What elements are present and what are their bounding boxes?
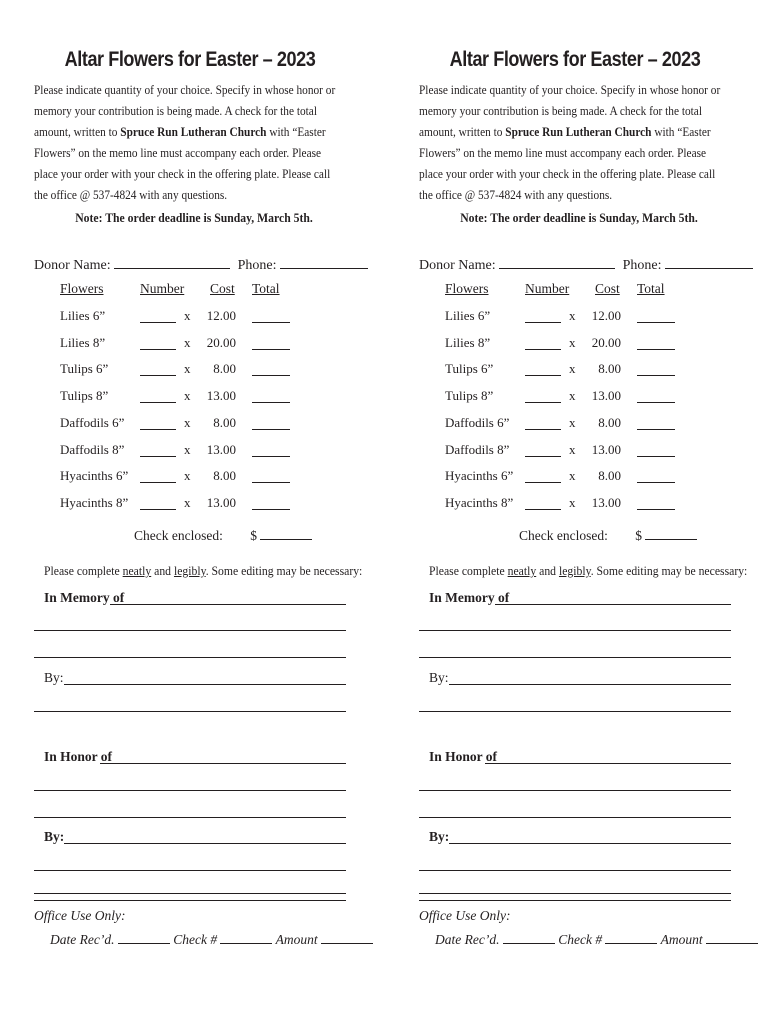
number-field[interactable]	[140, 402, 176, 403]
number-field[interactable]	[525, 402, 561, 403]
in-memory-field[interactable]	[110, 604, 346, 605]
header-flowers: Flowers	[60, 281, 104, 296]
memory-line[interactable]	[34, 630, 346, 631]
flower-row: Tulips 6” x 8.00	[419, 361, 735, 381]
check-amount-field[interactable]	[645, 525, 697, 540]
donor-name-label: Donor Name:	[34, 258, 111, 273]
number-field[interactable]	[525, 456, 561, 457]
flower-row: Hyacinths 6” x 8.00	[419, 468, 735, 488]
honor-line[interactable]	[419, 817, 731, 818]
office-use-label: Office Use Only:	[419, 908, 511, 923]
header-flowers: Flowers	[445, 281, 489, 296]
total-field[interactable]	[252, 429, 290, 430]
number-field[interactable]	[525, 322, 561, 323]
total-field[interactable]	[252, 482, 290, 483]
memory-line[interactable]	[34, 711, 346, 712]
flower-row: Hyacinths 6” x 8.00	[34, 468, 350, 488]
flower-row: Hyacinths 8” x 13.00	[34, 495, 350, 515]
in-memory-label: In Memory of	[429, 590, 510, 605]
instruction-text: Please complete neatly and legibly. Some editing may be necessary:	[429, 563, 748, 578]
flower-row: Daffodils 8” x 13.00	[34, 442, 350, 462]
memory-line[interactable]	[419, 630, 731, 631]
in-honor-field[interactable]	[100, 763, 346, 764]
total-field[interactable]	[637, 349, 675, 350]
date-recd-field[interactable]	[118, 929, 170, 944]
phone-label: Phone:	[237, 258, 277, 273]
phone-label: Phone:	[622, 258, 662, 273]
check-no-field[interactable]	[220, 929, 272, 944]
header-cost: Cost	[595, 281, 620, 296]
by-label: By:	[429, 829, 450, 844]
in-honor-label: In Honor of	[44, 749, 113, 764]
office-use-row: Date Rec’d. Check # Amount	[50, 929, 373, 948]
in-memory-label: In Memory of	[44, 590, 125, 605]
divider	[419, 893, 731, 901]
memory-line[interactable]	[34, 657, 346, 658]
total-field[interactable]	[637, 375, 675, 376]
intro-text: Please indicate quantity of your choice. Specify in whose honor or memory your contribution is being made. A check for the total amount, written to Spruce Run Lutheran Church with “Easter Flowers” on the memo line must accompany each order. Please place your order with your check in the offering plate. Please call the office @ 537-4824 with any questions.	[419, 83, 721, 202]
donor-name-field[interactable]	[499, 254, 615, 269]
flower-row: Lilies 6” x 12.00	[419, 308, 735, 328]
memory-line[interactable]	[419, 657, 731, 658]
by-label: By:	[44, 670, 64, 685]
honor-line[interactable]	[419, 790, 731, 791]
office-use-label: Office Use Only:	[34, 908, 126, 923]
number-field[interactable]	[140, 349, 176, 350]
header-number: Number	[140, 281, 185, 296]
order-form-left	[34, 0, 363, 1024]
number-field[interactable]	[140, 375, 176, 376]
donor-row	[419, 254, 735, 274]
total-field[interactable]	[252, 322, 290, 323]
flower-row: Tulips 8” x 13.00	[419, 388, 735, 408]
phone-field[interactable]	[665, 254, 753, 269]
total-field[interactable]	[252, 509, 290, 510]
amount-field[interactable]	[321, 929, 373, 944]
flower-row: Tulips 6” x 8.00	[34, 361, 350, 381]
by-field[interactable]	[64, 684, 346, 685]
number-field[interactable]	[525, 482, 561, 483]
number-field[interactable]	[525, 349, 561, 350]
check-enclosed-row: Check enclosed: $	[519, 525, 697, 544]
number-field[interactable]	[140, 509, 176, 510]
number-field[interactable]	[525, 375, 561, 376]
total-field[interactable]	[637, 509, 675, 510]
header-number: Number	[525, 281, 570, 296]
by-label: By:	[429, 670, 449, 685]
number-field[interactable]	[140, 456, 176, 457]
header-cost: Cost	[210, 281, 235, 296]
check-no-field[interactable]	[605, 929, 657, 944]
form-title: Altar Flowers for Easter – 2023	[449, 48, 701, 71]
deadline-note: Note: The order deadline is Sunday, March 5th.	[75, 210, 313, 225]
by-field[interactable]	[449, 843, 731, 844]
form-title: Altar Flowers for Easter – 2023	[64, 48, 316, 71]
total-field[interactable]	[252, 456, 290, 457]
office-use-row: Date Rec’d. Check # Amount	[435, 929, 758, 948]
total-field[interactable]	[252, 402, 290, 403]
memory-line[interactable]	[419, 711, 731, 712]
in-honor-label: In Honor of	[429, 749, 498, 764]
by-field[interactable]	[449, 684, 731, 685]
total-field[interactable]	[637, 402, 675, 403]
flower-row: Hyacinths 8” x 13.00	[419, 495, 735, 515]
header-total: Total	[252, 281, 280, 296]
number-field[interactable]	[525, 509, 561, 510]
number-field[interactable]	[140, 482, 176, 483]
flower-row: Daffodils 8” x 13.00	[419, 442, 735, 462]
honor-line[interactable]	[34, 817, 346, 818]
flower-row: Lilies 8” x 20.00	[34, 335, 350, 355]
total-field[interactable]	[252, 349, 290, 350]
flower-row: Lilies 8” x 20.00	[419, 335, 735, 355]
total-field[interactable]	[637, 322, 675, 323]
total-field[interactable]	[252, 375, 290, 376]
intro-text: Please indicate quantity of your choice. Specify in whose honor or memory your contribution is being made. A check for the total amount, written to Spruce Run Lutheran Church with “Easter Flowers” on the memo line must accompany each order. Please place your order with your check in the offering plate. Please call the office @ 537-4824 with any questions.	[34, 83, 336, 202]
total-field[interactable]	[637, 429, 675, 430]
honor-line[interactable]	[34, 790, 346, 791]
by-field[interactable]	[64, 843, 346, 844]
in-memory-field[interactable]	[495, 604, 731, 605]
check-amount-field[interactable]	[260, 525, 312, 540]
number-field[interactable]	[140, 429, 176, 430]
divider	[34, 893, 346, 901]
number-field[interactable]	[525, 429, 561, 430]
donor-name-field[interactable]	[114, 254, 230, 269]
check-enclosed-row: Check enclosed: $	[134, 525, 312, 544]
phone-field[interactable]	[280, 254, 368, 269]
header-total: Total	[637, 281, 665, 296]
total-field[interactable]	[637, 456, 675, 457]
flower-row: Daffodils 6” x 8.00	[419, 415, 735, 435]
by-label: By:	[44, 829, 65, 844]
donor-row	[34, 254, 350, 274]
total-field[interactable]	[637, 482, 675, 483]
flower-row: Tulips 8” x 13.00	[34, 388, 350, 408]
flower-row: Lilies 6” x 12.00	[34, 308, 350, 328]
instruction-text: Please complete neatly and legibly. Some editing may be necessary:	[44, 563, 363, 578]
in-honor-field[interactable]	[485, 763, 731, 764]
amount-field[interactable]	[706, 929, 758, 944]
number-field[interactable]	[140, 322, 176, 323]
order-form-right	[419, 0, 748, 1024]
donor-name-label: Donor Name:	[419, 258, 496, 273]
deadline-note: Note: The order deadline is Sunday, March 5th.	[460, 210, 698, 225]
honor-line[interactable]	[34, 870, 346, 871]
honor-line[interactable]	[419, 870, 731, 871]
date-recd-field[interactable]	[503, 929, 555, 944]
flower-row: Daffodils 6” x 8.00	[34, 415, 350, 435]
